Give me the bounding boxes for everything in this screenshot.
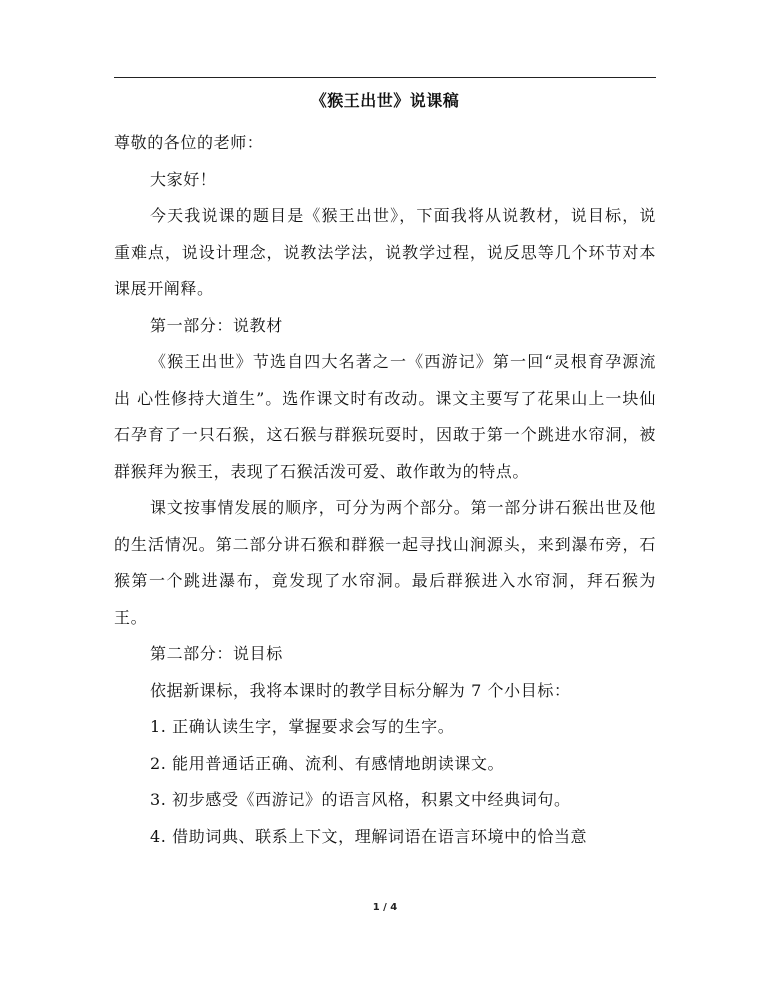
greeting: 尊敬的各位的老师： <box>114 133 264 152</box>
section-heading-textbook: 第一部分：说教材 <box>150 315 283 335</box>
document-title: 《猴王出世》说课稿 <box>310 91 460 110</box>
header-rule <box>114 77 656 78</box>
paragraph-hello: 大家好！ <box>150 169 217 189</box>
page-number: 1 / 4 <box>372 902 398 913</box>
paragraph-textbook-source: 《猴王出世》节选自四大名著之一《西游记》第一回“灵根育孕源流出 心性修持大道生”。选作课文时有改动。课文主要写了花果山上一块仙石孕育了一只石猴，这石猴与群猴玩耍时，因敢于第一个跳进水帘洞，被群猴拜为猴王，表现了石猴活泼可爱、敢作敢为的特点。 <box>114 352 656 481</box>
section-heading-goals: 第二部分：说目标 <box>150 644 283 663</box>
goal-item-4: 4. 借助词典、联系上下文，理解词语在语言环境中的恰当意 <box>150 826 588 846</box>
goal-item-1: 1. 正确认读生字，掌握要求会写的生字。 <box>150 717 455 736</box>
goal-item-3: 3. 初步感受《西游记》的语言风格，积累文中经典词句。 <box>150 790 571 809</box>
goal-item-2: 2. 能用普通话正确、流利、有感情地朗读课文。 <box>150 753 505 773</box>
document-body <box>114 90 656 855</box>
paragraph-intro: 今天我说课的题目是《猴王出世》，下面我将从说教材，说目标，说重难点，说设计理念，说教法学法，说教学过程，说反思等几个环节对本课展开阐释。 <box>114 206 656 298</box>
paragraph-textbook-structure: 课文按事情发展的顺序，可分为两个部分。第一部分讲石猴出世及他的生活情况。第二部分讲石猴和群猴一起寻找山涧源头，来到瀑布旁，石猴第一个跳进瀑布，竟发现了水帘洞。最后群猴进入水帘洞，拜石猴为王。 <box>114 498 656 627</box>
paragraph-goals-intro: 依据新课标，我将本课时的教学目标分解为 7 个小目标： <box>150 680 571 700</box>
